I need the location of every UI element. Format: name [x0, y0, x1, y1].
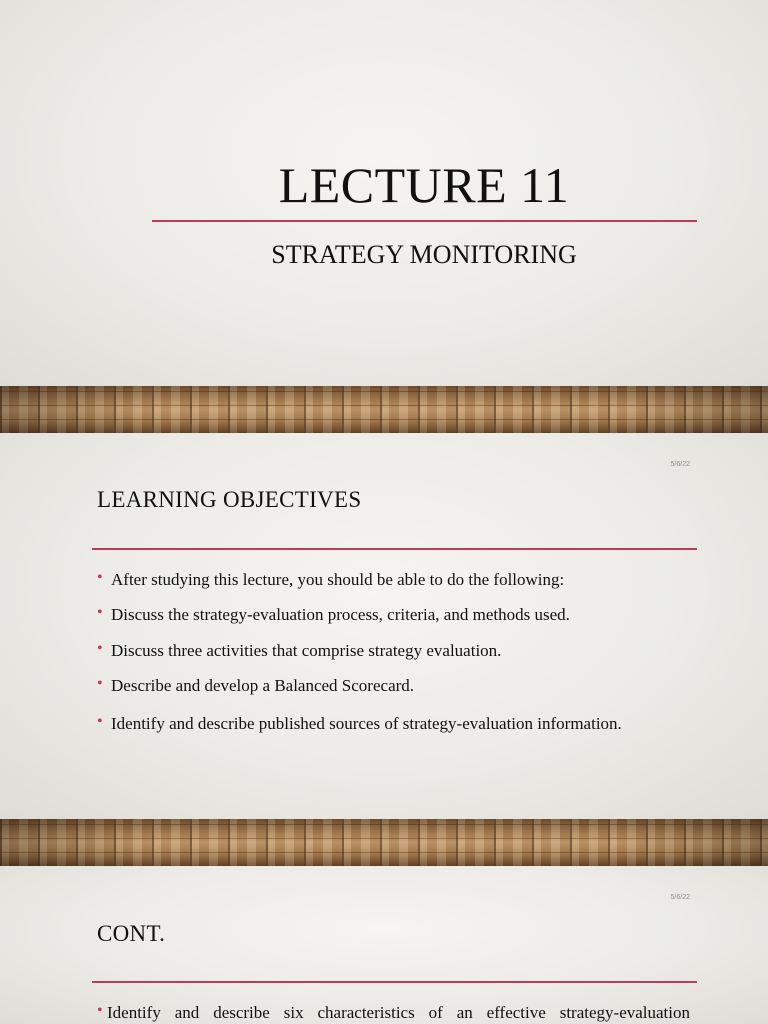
slide-learning-objectives — [0, 433, 768, 819]
list-item-text: Identify and describe published sources of strategy-evaluation information. — [111, 713, 622, 733]
title-divider — [152, 220, 697, 222]
bullet-dot-icon: • — [97, 639, 103, 657]
list-item — [97, 714, 697, 734]
slide-date: 5/6/22 — [670, 894, 690, 901]
wood-floor-divider — [0, 386, 768, 433]
bullet-dot-icon: • — [97, 712, 103, 730]
bullet-dot-icon: • — [97, 1002, 103, 1019]
lecture-subtitle: STRATEGY MONITORING — [271, 240, 577, 269]
list-item — [97, 641, 697, 661]
list-item-text: Discuss three activities that comprise strategy evaluation. — [111, 640, 502, 660]
objectives-list — [97, 570, 697, 734]
list-item-text: Discuss the strategy-evaluation process, criteria, and methods used. — [111, 605, 570, 625]
list-item — [97, 1003, 690, 1023]
list-item — [97, 570, 697, 590]
lecture-title: LECTURE 11 — [278, 157, 570, 213]
list-item — [97, 605, 697, 625]
slide-cont — [0, 866, 768, 1024]
slide-heading: LEARNING OBJECTIVES — [97, 487, 362, 512]
list-item-text: After studying this lecture, you should be able to do the following: — [111, 570, 565, 589]
heading-divider — [92, 548, 697, 550]
heading-divider — [92, 981, 697, 983]
bullet-dot-icon: • — [97, 569, 103, 586]
wood-floor-divider — [0, 819, 768, 866]
cont-list — [97, 1003, 690, 1023]
list-item-text: Identify and describe six characteristics of an effective strategy-evaluation — [107, 1003, 690, 1022]
list-item — [97, 676, 697, 696]
slide-title — [0, 0, 768, 386]
bullet-dot-icon: • — [97, 675, 103, 693]
slide-heading: CONT. — [97, 921, 166, 946]
bullet-dot-icon: • — [97, 604, 103, 622]
slide-date: 5/6/22 — [670, 461, 690, 468]
list-item-text: Describe and develop a Balanced Scorecard. — [111, 676, 415, 696]
